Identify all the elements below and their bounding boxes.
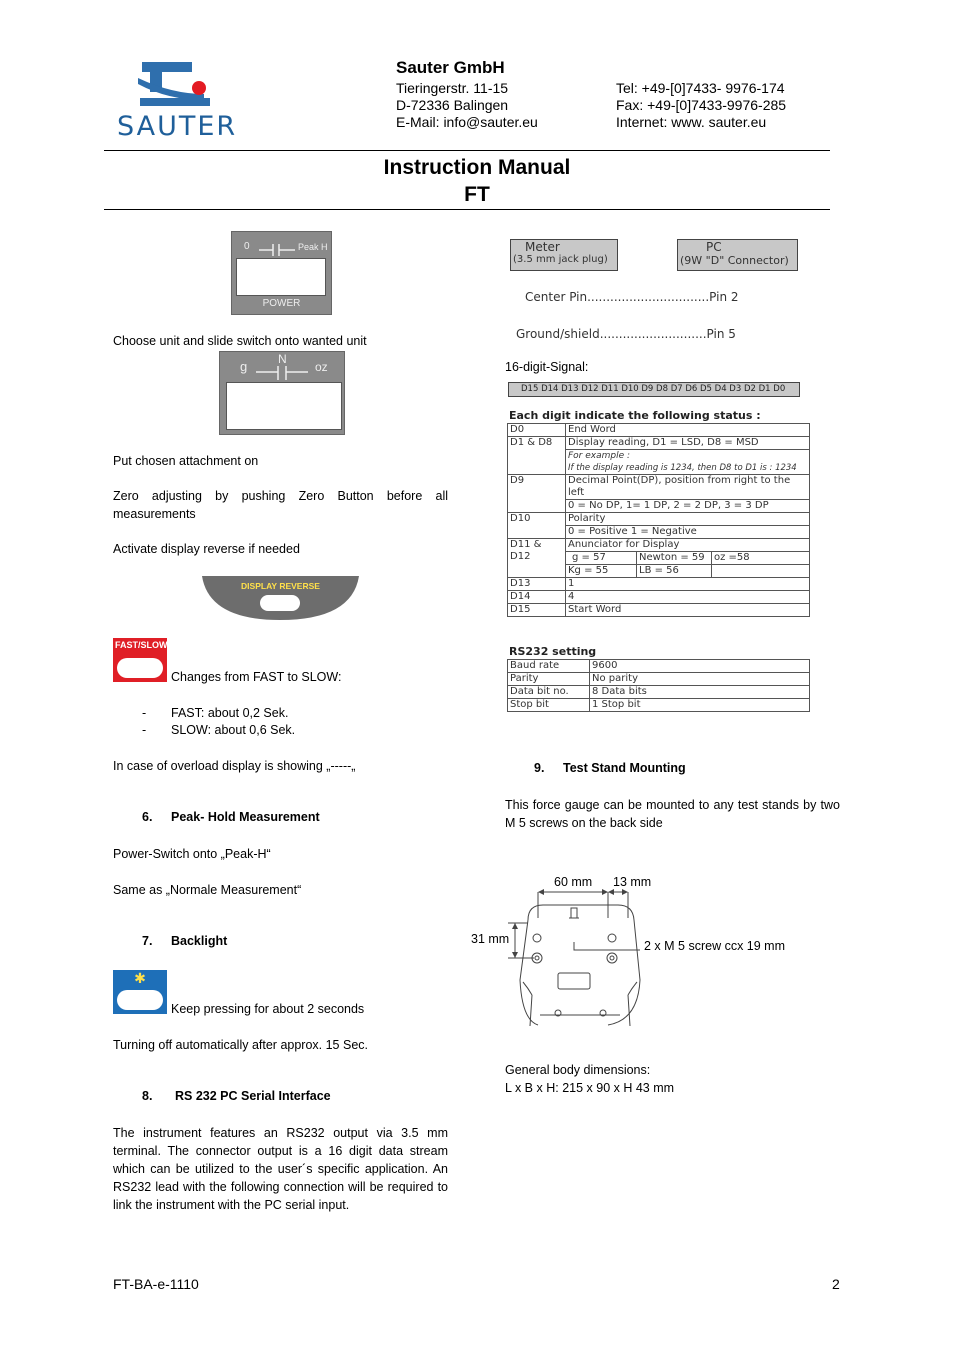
company-name: Sauter GmbH	[396, 58, 505, 77]
table-cell: Parity	[508, 673, 590, 686]
text-attachment: Put chosen attachment on	[113, 454, 259, 468]
screw-specification-label: 2 x M 5 screw ccx 19 mm	[644, 939, 785, 953]
table-cell: 8 Data bits	[590, 686, 810, 699]
table-cell	[712, 565, 810, 578]
email-line: E-Mail: info@sauter.eu	[396, 114, 538, 130]
cell-line: If the display reading is 1234, then D8 to D1 is : 1234	[568, 463, 797, 473]
table-row	[508, 673, 810, 686]
text-fast-slow: Changes from FAST to SLOW:	[171, 670, 342, 684]
phone-line: Tel: +49-[0]7433- 9976-174	[616, 80, 785, 96]
table-row	[508, 591, 810, 604]
power-label: POWER	[262, 298, 301, 309]
section-title: Backlight	[171, 934, 228, 948]
table-cell: Newton = 59	[637, 552, 712, 565]
section-title: RS 232 PC Serial Interface	[175, 1089, 331, 1103]
text-mounting: This force gauge can be mounted to any test stands by two M 5 screws on the back side	[505, 798, 840, 830]
dimension-13mm-label: 13 mm	[613, 875, 652, 889]
text-rs232-description: The instrument features an RS232 output via 3.5 mm terminal. The connector output is a 16 digit data stream which can be utilized to the user´s specific application. An RS232 lead with the following connection will be required to link the instrument with the PC serial input.	[113, 1126, 448, 1212]
fax-line: Fax: +49-[0]7433-9976-285	[616, 97, 787, 113]
table-cell	[566, 513, 810, 539]
text-peak-same: Same as „Normale Measurement“	[113, 883, 302, 897]
table-cell: D0	[508, 424, 566, 437]
signal-bits-bar: D15 D14 D13 D12 D11 D10 D9 D8 D7 D6 D5 D4 D3 D2 D1 D0	[508, 382, 800, 397]
pc-connector-label: (9W "D" Connector)	[680, 254, 789, 267]
table-cell: LB = 56	[637, 565, 712, 578]
table-row	[508, 686, 810, 699]
power-switch-left-label: 0	[244, 241, 250, 252]
text-body-dimensions-title: General body dimensions:	[505, 1063, 651, 1077]
backlight-icon: ✱	[134, 970, 146, 986]
page-title: Instruction Manual	[383, 156, 571, 179]
section-title: Peak- Hold Measurement	[171, 810, 320, 824]
table-cell: Data bit no.	[508, 686, 590, 699]
company-contact	[616, 80, 786, 131]
table-row	[508, 699, 810, 712]
section-7-heading	[142, 934, 227, 948]
table-cell: D11 & D12	[508, 539, 566, 578]
unit-n-label: N	[278, 352, 287, 366]
text-peak-switch: Power-Switch onto „Peak-H“	[113, 847, 271, 861]
table-row	[508, 513, 810, 539]
table-cell: D14	[508, 591, 566, 604]
unit-g-label: g	[240, 359, 248, 374]
list-item-fast: FAST: about 0,2 Sek.	[171, 706, 289, 720]
text-backlight-press: Keep pressing for about 2 seconds	[171, 1002, 365, 1016]
unit-switch-symbol-icon	[254, 362, 310, 380]
section-number: 8.	[142, 1089, 153, 1103]
power-switch-right-label: Peak H	[298, 242, 328, 252]
list-item-bullet: -	[142, 706, 147, 720]
backlight-button-image	[113, 970, 167, 1014]
section-8-heading	[142, 1089, 331, 1103]
section-number: 9.	[534, 761, 545, 775]
table-row	[508, 578, 810, 591]
cell-line: Decimal Point(DP), position from right to the	[568, 475, 791, 486]
cell-line: 0 = Positive 1 = Negative	[568, 526, 697, 537]
address-line: D-72336 Balingen	[396, 97, 509, 113]
table-cell: D15	[508, 604, 566, 617]
table-cell: D9	[508, 475, 566, 513]
footer-page-number: 2	[832, 1276, 840, 1292]
dimension-31mm-label: 31 mm	[471, 932, 510, 946]
text-body-dimensions: L x B x H: 215 x 90 x H 43 mm	[505, 1081, 675, 1095]
cell-line: 0 = No DP, 1= 1 DP, 2 = 2 DP, 3 = 3 DP	[568, 500, 769, 511]
table-cell	[566, 539, 810, 578]
list-item-slow: SLOW: about 0,6 Sek.	[171, 723, 296, 737]
pc-label: PC	[706, 240, 722, 254]
table-cell: Stop bit	[508, 699, 590, 712]
cell-line: For example :	[568, 451, 631, 461]
switch-symbol-icon	[257, 240, 297, 256]
section-9-heading	[534, 761, 686, 775]
text-overload: In case of overload display is showing „-----„	[113, 759, 356, 773]
table-row	[566, 565, 809, 578]
header-divider	[104, 150, 830, 151]
table-row	[508, 424, 810, 437]
text-zero-adjust: Zero adjusting by pushing Zero Button before all measurements	[113, 489, 448, 521]
table-cell: Baud rate	[508, 660, 590, 673]
cell-line: left	[566, 487, 809, 500]
logo-emblem-icon	[112, 58, 252, 113]
text-backlight-auto-off: Turning off automatically after approx. 15 Sec.	[113, 1038, 368, 1052]
display-reverse-label: DISPLAY REVERSE	[241, 581, 320, 591]
section-number: 7.	[142, 934, 153, 948]
table-row	[508, 539, 810, 578]
text-choose-unit: Choose unit and slide switch onto wanted unit	[113, 334, 367, 348]
cell-line: Display reading, D1 = LSD, D8 = MSD	[566, 437, 809, 450]
table-cell	[566, 437, 810, 475]
table-cell: 9600	[590, 660, 810, 673]
status-heading: Each digit indicate the following status :	[509, 409, 761, 422]
dimension-60mm-label: 60 mm	[554, 875, 593, 889]
display-reverse-button-image	[202, 576, 359, 620]
meter-jack-label: (3.5 mm jack plug)	[513, 254, 608, 265]
website-line: Internet: www. sauter.eu	[616, 114, 767, 130]
page-subtitle: FT	[464, 183, 490, 206]
company-address	[396, 80, 538, 131]
table-row	[508, 660, 810, 673]
section-number: 6.	[142, 810, 153, 824]
display-window	[236, 258, 326, 296]
table-cell: D1 & D8	[508, 437, 566, 475]
unit-switch-image	[219, 351, 345, 435]
cell-line: Polarity	[566, 513, 809, 526]
unit-oz-label: oz	[315, 360, 328, 374]
center-pin-mapping: Center Pin................................Pin 2	[525, 290, 739, 304]
status-table	[507, 423, 810, 617]
annunciator-table	[566, 552, 809, 577]
power-switch-image	[231, 231, 332, 315]
text-display-reverse: Activate display reverse if needed	[113, 542, 300, 556]
ground-pin-mapping: Ground/shield............................Pin 5	[516, 327, 736, 341]
sauter-logo	[112, 58, 252, 148]
table-row	[508, 437, 810, 475]
table-cell: oz =58	[712, 552, 810, 565]
rs232-settings-table	[507, 659, 810, 712]
meter-label: Meter	[525, 240, 560, 254]
rs232-heading: RS232 setting	[509, 645, 597, 658]
table-cell: No parity	[590, 673, 810, 686]
list-item-bullet: -	[142, 723, 147, 737]
table-cell: 4	[566, 591, 810, 604]
table-cell: Start Word	[566, 604, 810, 617]
table-cell: D13	[508, 578, 566, 591]
fast-slow-label: FAST/SLOW	[115, 640, 168, 650]
table-row	[566, 552, 809, 565]
footer-document-id: FT-BA-e-1110	[113, 1276, 199, 1292]
address-line: Tieringerstr. 11-15	[396, 80, 509, 96]
cell-line: Anunciator for Display	[566, 539, 809, 552]
fast-slow-key	[117, 658, 163, 678]
table-cell	[566, 475, 810, 513]
table-row	[508, 604, 810, 617]
backlight-key	[117, 990, 163, 1010]
unit-display-window	[226, 382, 342, 430]
section-6-heading	[142, 810, 320, 824]
meter-connector-box	[510, 239, 618, 271]
section-title: Test Stand Mounting	[563, 761, 686, 775]
mounting-diagram	[468, 870, 808, 1030]
table-cell: End Word	[566, 424, 810, 437]
table-cell: Kg = 55	[566, 565, 637, 578]
table-cell: g = 57	[566, 552, 637, 565]
signal-label: 16-digit-Signal:	[505, 360, 589, 374]
table-row	[508, 475, 810, 513]
pc-connector-box	[677, 239, 798, 271]
table-cell: D10	[508, 513, 566, 539]
fast-slow-button-image	[113, 638, 167, 682]
logo-wordmark: SAUTER	[117, 111, 238, 142]
title-divider	[104, 209, 830, 210]
table-cell: 1 Stop bit	[590, 699, 810, 712]
table-cell: 1	[566, 578, 810, 591]
